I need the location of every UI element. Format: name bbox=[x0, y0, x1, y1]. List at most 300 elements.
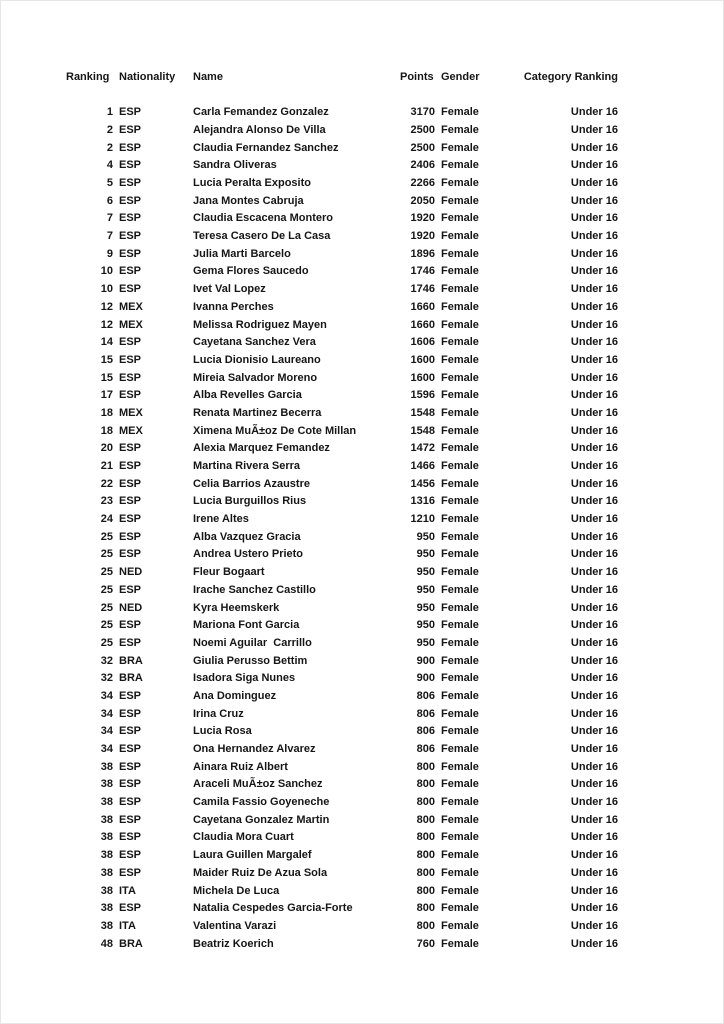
nationality-cell: ESP bbox=[119, 778, 142, 791]
nationality-cell: ESP bbox=[119, 442, 142, 455]
name-cell: Alba Vazquez Gracia bbox=[193, 530, 301, 543]
gender-cell: Female bbox=[441, 230, 479, 243]
name-cell: Alexia Marquez Femandez bbox=[193, 442, 330, 455]
name-cell: Fleur Bogaart bbox=[193, 566, 265, 579]
nationality-cell: ESP bbox=[119, 265, 142, 278]
table-row bbox=[64, 776, 618, 794]
name-cell: Beatriz Koerich bbox=[193, 937, 274, 950]
nationality-cell: ESP bbox=[119, 141, 142, 154]
ranking-cell: 38 bbox=[100, 849, 113, 862]
category-cell: Under 16 bbox=[570, 336, 618, 349]
name-cell: Cayetana Sanchez Vera bbox=[193, 336, 316, 349]
table-row bbox=[64, 582, 618, 600]
gender-cell: Female bbox=[441, 725, 479, 738]
name-cell: Celia Barrios Azaustre bbox=[193, 477, 310, 490]
points-cell: 1456 bbox=[410, 477, 435, 490]
header-gender: Gender bbox=[441, 71, 480, 83]
nationality-cell: ESP bbox=[119, 336, 142, 349]
table-row bbox=[64, 210, 618, 228]
points-cell: 1896 bbox=[410, 247, 435, 260]
category-cell: Under 16 bbox=[570, 159, 618, 172]
points-cell: 760 bbox=[416, 937, 435, 950]
gender-cell: Female bbox=[441, 389, 479, 402]
table-row bbox=[64, 157, 618, 175]
gender-cell: Female bbox=[441, 743, 479, 756]
points-cell: 800 bbox=[416, 813, 435, 826]
name-cell: Alejandra Alonso De Villa bbox=[193, 123, 326, 136]
table-row bbox=[64, 440, 618, 458]
nationality-cell: ESP bbox=[119, 902, 142, 915]
category-cell: Under 16 bbox=[570, 300, 618, 313]
name-cell: Carla Femandez Gonzalez bbox=[193, 106, 329, 119]
ranking-cell: 21 bbox=[100, 460, 113, 473]
table-row bbox=[64, 334, 618, 352]
points-cell: 950 bbox=[416, 566, 435, 579]
table-row bbox=[64, 812, 618, 830]
points-cell: 1466 bbox=[410, 460, 435, 473]
name-cell: Renata Martinez Becerra bbox=[193, 406, 322, 419]
name-cell: Lucia Peralta Exposito bbox=[193, 177, 311, 190]
nationality-cell: BRA bbox=[119, 672, 143, 685]
points-cell: 1920 bbox=[410, 230, 435, 243]
nationality-cell: ESP bbox=[119, 548, 142, 561]
gender-cell: Female bbox=[441, 371, 479, 384]
nationality-cell: ESP bbox=[119, 619, 142, 632]
table-row bbox=[64, 370, 618, 388]
table-row bbox=[64, 193, 618, 211]
table-row bbox=[64, 741, 618, 759]
ranking-cell: 14 bbox=[100, 336, 113, 349]
name-cell: Sandra Oliveras bbox=[193, 159, 277, 172]
gender-cell: Female bbox=[441, 884, 479, 897]
category-cell: Under 16 bbox=[570, 796, 618, 809]
name-cell: Ainara Ruiz Albert bbox=[193, 760, 288, 773]
category-cell: Under 16 bbox=[570, 619, 618, 632]
name-cell: Lucia Burguillos Rius bbox=[193, 495, 307, 508]
points-cell: 1606 bbox=[410, 336, 435, 349]
gender-cell: Female bbox=[441, 106, 479, 119]
name-cell: Kyra Heemskerk bbox=[193, 601, 280, 614]
gender-cell: Female bbox=[441, 460, 479, 473]
name-cell: Irina Cruz bbox=[193, 707, 244, 720]
table-row bbox=[64, 688, 618, 706]
gender-cell: Female bbox=[441, 265, 479, 278]
nationality-cell: ESP bbox=[119, 371, 142, 384]
table-row bbox=[64, 600, 618, 618]
ranking-cell: 38 bbox=[100, 760, 113, 773]
table-row bbox=[64, 352, 618, 370]
gender-cell: Female bbox=[441, 583, 479, 596]
table-row bbox=[64, 458, 618, 476]
nationality-cell: ESP bbox=[119, 194, 142, 207]
category-cell: Under 16 bbox=[570, 866, 618, 879]
category-cell: Under 16 bbox=[570, 707, 618, 720]
gender-cell: Female bbox=[441, 566, 479, 579]
gender-cell: Female bbox=[441, 513, 479, 526]
table-row bbox=[64, 706, 618, 724]
table-row bbox=[64, 228, 618, 246]
ranking-cell: 32 bbox=[100, 672, 113, 685]
gender-cell: Female bbox=[441, 283, 479, 296]
name-cell: Michela De Luca bbox=[193, 884, 280, 897]
name-cell: Giulia Perusso Bettim bbox=[193, 654, 308, 667]
name-cell: Teresa Casero De La Casa bbox=[193, 230, 331, 243]
ranking-cell: 1 bbox=[106, 106, 113, 119]
ranking-cell: 12 bbox=[100, 300, 113, 313]
name-cell: Jana Montes Cabruja bbox=[193, 194, 304, 207]
name-cell: Irene Altes bbox=[193, 513, 249, 526]
points-cell: 800 bbox=[416, 778, 435, 791]
nationality-cell: ESP bbox=[119, 831, 142, 844]
ranking-cell: 24 bbox=[100, 513, 113, 526]
points-cell: 806 bbox=[416, 689, 435, 702]
gender-cell: Female bbox=[441, 194, 479, 207]
points-cell: 2500 bbox=[410, 141, 435, 154]
table-row bbox=[64, 423, 618, 441]
ranking-cell: 25 bbox=[100, 566, 113, 579]
table-row bbox=[64, 635, 618, 653]
gender-cell: Female bbox=[441, 636, 479, 649]
gender-cell: Female bbox=[441, 495, 479, 508]
points-cell: 950 bbox=[416, 619, 435, 632]
ranking-cell: 25 bbox=[100, 530, 113, 543]
nationality-cell: ESP bbox=[119, 725, 142, 738]
table-row bbox=[64, 900, 618, 918]
gender-cell: Female bbox=[441, 141, 479, 154]
table-row bbox=[64, 883, 618, 901]
category-cell: Under 16 bbox=[570, 902, 618, 915]
category-cell: Under 16 bbox=[570, 743, 618, 756]
gender-cell: Female bbox=[441, 177, 479, 190]
name-cell: Noemi Aguilar Carrillo bbox=[193, 636, 312, 649]
name-cell: Andrea Ustero Prieto bbox=[193, 548, 304, 561]
ranking-cell: 38 bbox=[100, 884, 113, 897]
points-cell: 3170 bbox=[410, 106, 435, 119]
ranking-cell: 15 bbox=[100, 371, 113, 384]
points-cell: 800 bbox=[416, 902, 435, 915]
ranking-cell: 10 bbox=[100, 283, 113, 296]
points-cell: 1210 bbox=[410, 513, 435, 526]
points-cell: 800 bbox=[416, 760, 435, 773]
nationality-cell: MEX bbox=[119, 300, 143, 313]
name-cell: Isadora Siga Nunes bbox=[193, 672, 296, 685]
gender-cell: Female bbox=[441, 707, 479, 720]
table-row bbox=[64, 511, 618, 529]
table-row bbox=[64, 104, 618, 122]
ranking-cell: 9 bbox=[106, 247, 113, 260]
category-cell: Under 16 bbox=[570, 884, 618, 897]
ranking-cell: 10 bbox=[100, 265, 113, 278]
table-row bbox=[64, 670, 618, 688]
gender-cell: Female bbox=[441, 406, 479, 419]
category-cell: Under 16 bbox=[570, 689, 618, 702]
gender-cell: Female bbox=[441, 530, 479, 543]
gender-cell: Female bbox=[441, 689, 479, 702]
nationality-cell: ESP bbox=[119, 247, 142, 260]
category-cell: Under 16 bbox=[570, 318, 618, 331]
category-cell: Under 16 bbox=[570, 672, 618, 685]
gender-cell: Female bbox=[441, 424, 479, 437]
ranking-cell: 34 bbox=[100, 725, 113, 738]
gender-cell: Female bbox=[441, 778, 479, 791]
gender-cell: Female bbox=[441, 159, 479, 172]
gender-cell: Female bbox=[441, 831, 479, 844]
gender-cell: Female bbox=[441, 477, 479, 490]
category-cell: Under 16 bbox=[570, 831, 618, 844]
category-cell: Under 16 bbox=[570, 849, 618, 862]
category-cell: Under 16 bbox=[570, 230, 618, 243]
name-cell: Ximena MuÃ±oz De Cote Millan bbox=[193, 424, 357, 437]
nationality-cell: ESP bbox=[119, 760, 142, 773]
ranking-cell: 7 bbox=[106, 230, 113, 243]
nationality-cell: ITA bbox=[119, 884, 136, 897]
table-row bbox=[64, 317, 618, 335]
ranking-cell: 5 bbox=[106, 177, 113, 190]
ranking-cell: 22 bbox=[100, 477, 113, 490]
points-cell: 950 bbox=[416, 583, 435, 596]
nationality-cell: ESP bbox=[119, 123, 142, 136]
table-row bbox=[64, 140, 618, 158]
table-row bbox=[64, 122, 618, 140]
nationality-cell: MEX bbox=[119, 424, 143, 437]
table-row bbox=[64, 299, 618, 317]
nationality-cell: BRA bbox=[119, 937, 143, 950]
category-cell: Under 16 bbox=[570, 424, 618, 437]
table-row bbox=[64, 387, 618, 405]
name-cell: Mireia Salvador Moreno bbox=[193, 371, 318, 384]
gender-cell: Female bbox=[441, 937, 479, 950]
gender-cell: Female bbox=[441, 919, 479, 932]
gender-cell: Female bbox=[441, 849, 479, 862]
points-cell: 1660 bbox=[410, 318, 435, 331]
name-cell: Claudia Mora Cuart bbox=[193, 831, 294, 844]
ranking-cell: 34 bbox=[100, 743, 113, 756]
nationality-cell: ESP bbox=[119, 177, 142, 190]
table-body bbox=[64, 104, 618, 953]
category-cell: Under 16 bbox=[570, 937, 618, 950]
table-row bbox=[64, 281, 618, 299]
category-cell: Under 16 bbox=[570, 247, 618, 260]
points-cell: 1548 bbox=[410, 406, 435, 419]
name-cell: Laura Guillen Margalef bbox=[193, 849, 312, 862]
name-cell: Claudia Fernandez Sanchez bbox=[193, 141, 339, 154]
header-points: Points bbox=[400, 71, 434, 83]
ranking-cell: 38 bbox=[100, 831, 113, 844]
category-cell: Under 16 bbox=[570, 389, 618, 402]
ranking-cell: 34 bbox=[100, 689, 113, 702]
points-cell: 1472 bbox=[410, 442, 435, 455]
nationality-cell: ESP bbox=[119, 495, 142, 508]
points-cell: 800 bbox=[416, 796, 435, 809]
points-cell: 800 bbox=[416, 831, 435, 844]
nationality-cell: MEX bbox=[119, 318, 143, 331]
points-cell: 900 bbox=[416, 654, 435, 667]
ranking-cell: 4 bbox=[106, 159, 113, 172]
ranking-cell: 38 bbox=[100, 902, 113, 915]
nationality-cell: ESP bbox=[119, 636, 142, 649]
name-cell: Ona Hernandez Alvarez bbox=[193, 743, 316, 756]
points-cell: 1746 bbox=[410, 265, 435, 278]
nationality-cell: ESP bbox=[119, 159, 142, 172]
table-row bbox=[64, 918, 618, 936]
points-cell: 1596 bbox=[410, 389, 435, 402]
category-cell: Under 16 bbox=[570, 212, 618, 225]
category-cell: Under 16 bbox=[570, 353, 618, 366]
table-row bbox=[64, 246, 618, 264]
ranking-cell: 38 bbox=[100, 778, 113, 791]
name-cell: Melissa Rodriguez Mayen bbox=[193, 318, 327, 331]
gender-cell: Female bbox=[441, 300, 479, 313]
nationality-cell: ESP bbox=[119, 106, 142, 119]
gender-cell: Female bbox=[441, 601, 479, 614]
name-cell: Maider Ruiz De Azua Sola bbox=[193, 866, 328, 879]
name-cell: Mariona Font Garcia bbox=[193, 619, 300, 632]
category-cell: Under 16 bbox=[570, 495, 618, 508]
table-row bbox=[64, 493, 618, 511]
gender-cell: Female bbox=[441, 760, 479, 773]
category-cell: Under 16 bbox=[570, 513, 618, 526]
name-cell: Natalia Cespedes Garcia-Forte bbox=[193, 902, 353, 915]
category-cell: Under 16 bbox=[570, 177, 618, 190]
points-cell: 806 bbox=[416, 725, 435, 738]
table-row bbox=[64, 263, 618, 281]
points-cell: 800 bbox=[416, 919, 435, 932]
points-cell: 800 bbox=[416, 866, 435, 879]
category-cell: Under 16 bbox=[570, 406, 618, 419]
ranking-cell: 38 bbox=[100, 919, 113, 932]
points-cell: 2500 bbox=[410, 123, 435, 136]
gender-cell: Female bbox=[441, 336, 479, 349]
ranking-cell: 7 bbox=[106, 212, 113, 225]
name-cell: Lucia Dionisio Laureano bbox=[193, 353, 321, 366]
name-cell: Cayetana Gonzalez Martin bbox=[193, 813, 330, 826]
table-row bbox=[64, 847, 618, 865]
ranking-cell: 2 bbox=[106, 141, 113, 154]
table-row bbox=[64, 653, 618, 671]
table-row bbox=[64, 865, 618, 883]
category-cell: Under 16 bbox=[570, 442, 618, 455]
name-cell: Lucia Rosa bbox=[193, 725, 252, 738]
nationality-cell: ESP bbox=[119, 389, 142, 402]
gender-cell: Female bbox=[441, 442, 479, 455]
nationality-cell: ESP bbox=[119, 849, 142, 862]
category-cell: Under 16 bbox=[570, 813, 618, 826]
ranking-cell: 18 bbox=[100, 424, 113, 437]
category-cell: Under 16 bbox=[570, 654, 618, 667]
nationality-cell: ESP bbox=[119, 689, 142, 702]
ranking-table bbox=[64, 69, 618, 953]
gender-cell: Female bbox=[441, 212, 479, 225]
ranking-cell: 18 bbox=[100, 406, 113, 419]
points-cell: 806 bbox=[416, 743, 435, 756]
header-nationality: Nationality bbox=[119, 71, 176, 83]
nationality-cell: ESP bbox=[119, 477, 142, 490]
ranking-cell: 34 bbox=[100, 707, 113, 720]
nationality-cell: MEX bbox=[119, 406, 143, 419]
points-cell: 950 bbox=[416, 548, 435, 561]
nationality-cell: ESP bbox=[119, 230, 142, 243]
name-cell: Irache Sanchez Castillo bbox=[193, 583, 316, 596]
table-row bbox=[64, 723, 618, 741]
nationality-cell: ESP bbox=[119, 460, 142, 473]
gender-cell: Female bbox=[441, 866, 479, 879]
table-row bbox=[64, 829, 618, 847]
ranking-cell: 38 bbox=[100, 796, 113, 809]
gender-cell: Female bbox=[441, 353, 479, 366]
nationality-cell: ESP bbox=[119, 813, 142, 826]
points-cell: 900 bbox=[416, 672, 435, 685]
category-cell: Under 16 bbox=[570, 601, 618, 614]
category-cell: Under 16 bbox=[570, 636, 618, 649]
gender-cell: Female bbox=[441, 672, 479, 685]
nationality-cell: ITA bbox=[119, 919, 136, 932]
points-cell: 1920 bbox=[410, 212, 435, 225]
points-cell: 806 bbox=[416, 707, 435, 720]
gender-cell: Female bbox=[441, 902, 479, 915]
nationality-cell: ESP bbox=[119, 707, 142, 720]
points-cell: 1600 bbox=[410, 353, 435, 366]
ranking-cell: 17 bbox=[100, 389, 113, 402]
table-row bbox=[64, 546, 618, 564]
name-cell: Claudia Escacena Montero bbox=[193, 212, 333, 225]
name-cell: Valentina Varazi bbox=[193, 919, 277, 932]
nationality-cell: ESP bbox=[119, 530, 142, 543]
gender-cell: Female bbox=[441, 548, 479, 561]
nationality-cell: NED bbox=[119, 601, 143, 614]
category-cell: Under 16 bbox=[570, 371, 618, 384]
nationality-cell: ESP bbox=[119, 212, 142, 225]
category-cell: Under 16 bbox=[570, 919, 618, 932]
table-row bbox=[64, 794, 618, 812]
nationality-cell: ESP bbox=[119, 583, 142, 596]
points-cell: 2266 bbox=[410, 177, 435, 190]
ranking-cell: 25 bbox=[100, 583, 113, 596]
table-row bbox=[64, 405, 618, 423]
name-cell: Julia Marti Barcelo bbox=[193, 247, 291, 260]
ranking-cell: 25 bbox=[100, 601, 113, 614]
name-cell: Ivanna Perches bbox=[193, 300, 274, 313]
category-cell: Under 16 bbox=[570, 106, 618, 119]
name-cell: Alba Revelles Garcia bbox=[193, 389, 302, 402]
category-cell: Under 16 bbox=[570, 194, 618, 207]
category-cell: Under 16 bbox=[570, 460, 618, 473]
name-cell: Martina Rivera Serra bbox=[193, 460, 300, 473]
ranking-cell: 6 bbox=[106, 194, 113, 207]
table-row bbox=[64, 175, 618, 193]
gender-cell: Female bbox=[441, 813, 479, 826]
ranking-cell: 2 bbox=[106, 123, 113, 136]
category-cell: Under 16 bbox=[570, 725, 618, 738]
points-cell: 1548 bbox=[410, 424, 435, 437]
points-cell: 1316 bbox=[410, 495, 435, 508]
category-cell: Under 16 bbox=[570, 123, 618, 136]
points-cell: 1600 bbox=[410, 371, 435, 384]
ranking-cell: 23 bbox=[100, 495, 113, 508]
gender-cell: Female bbox=[441, 318, 479, 331]
gender-cell: Female bbox=[441, 247, 479, 260]
ranking-cell: 15 bbox=[100, 353, 113, 366]
category-cell: Under 16 bbox=[570, 760, 618, 773]
name-cell: Ivet Val Lopez bbox=[193, 283, 266, 296]
points-cell: 2406 bbox=[410, 159, 435, 172]
table-row bbox=[64, 936, 618, 954]
points-cell: 800 bbox=[416, 849, 435, 862]
nationality-cell: ESP bbox=[119, 743, 142, 756]
table-header-row bbox=[64, 69, 618, 87]
gender-cell: Female bbox=[441, 654, 479, 667]
nationality-cell: ESP bbox=[119, 283, 142, 296]
table-row bbox=[64, 564, 618, 582]
